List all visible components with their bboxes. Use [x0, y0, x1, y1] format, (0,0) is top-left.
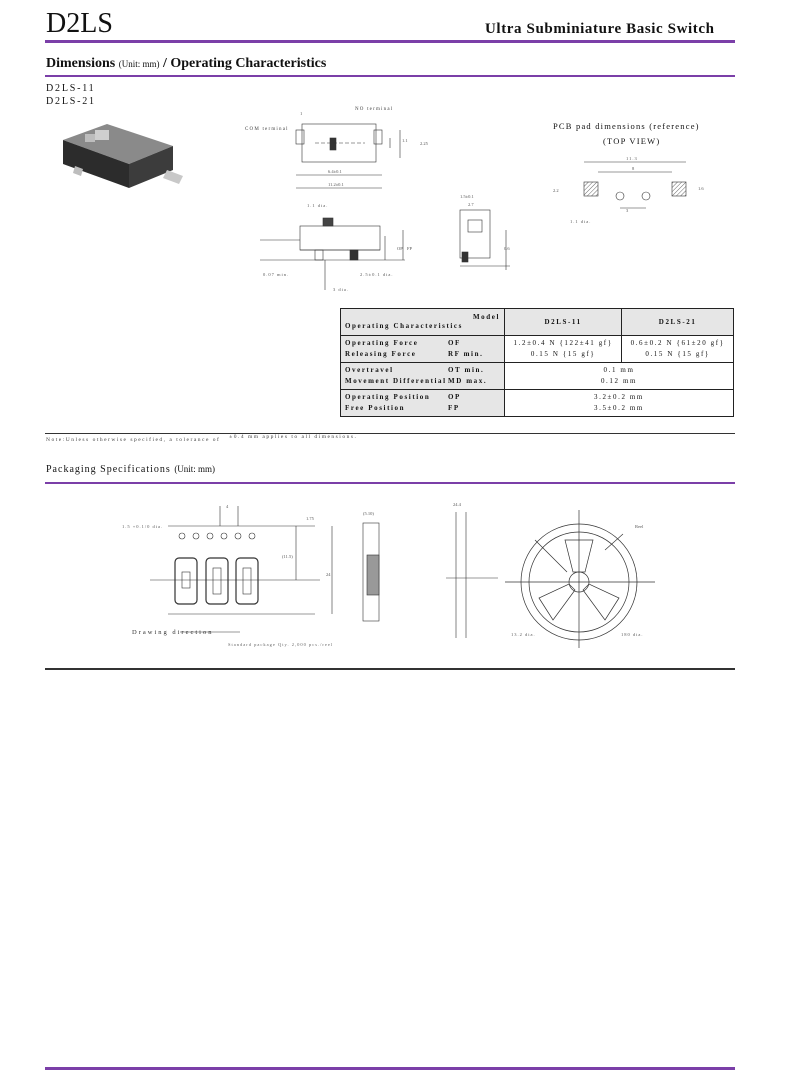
pcb-dim-8: 8: [632, 166, 635, 171]
dim-0-6: 0.6: [504, 246, 510, 251]
unit-label: (Unit: mm): [118, 59, 160, 69]
table-header-row: [341, 309, 734, 336]
label-operating-position: Operating Position: [345, 393, 431, 401]
tolerance-note: [46, 434, 358, 443]
value-of-d2ls-11: 1.2±0.4 N {122±41 gf}: [513, 339, 613, 347]
switch-end-drawing: [440, 190, 520, 275]
pcb-dim-1-1-dia: 1.1 dia.: [570, 219, 592, 224]
pcb-dim-11-3: 11.3: [626, 156, 638, 161]
abbr-op: OP: [448, 393, 461, 401]
table-row: [341, 390, 734, 417]
row-label-position: [341, 390, 505, 417]
drawing-direction-label: Drawing direction: [132, 629, 214, 636]
dim-1: 1: [300, 111, 303, 116]
product-title: Ultra Subminiature Basic Switch: [485, 21, 715, 37]
reel-label: Reel: [635, 524, 644, 529]
switch-side-drawing: [255, 198, 415, 296]
reel-diameter: 180 dia.: [621, 632, 644, 637]
value-md: 0.12 mm: [600, 377, 638, 385]
dim-1-1: 1.1: [402, 138, 408, 143]
note-rule: [45, 433, 735, 434]
dim-2-25: 2.25: [420, 141, 428, 146]
dim-3-dia: 3 dia.: [333, 287, 349, 292]
no-terminal-label: NO terminal: [355, 107, 394, 112]
reel-front-drawing: [505, 510, 675, 650]
pcb-dim-3: 3: [626, 208, 629, 213]
abbr-fp: FP: [448, 404, 460, 412]
label-overtravel: Overtravel: [345, 366, 394, 374]
value-d2ls-11-force: [505, 336, 622, 363]
operating-characteristics-label: / Operating Characteristics: [162, 56, 327, 71]
tape-dim-11-5: (11.5): [282, 554, 293, 559]
label-operating-force: Operating Force: [345, 339, 419, 347]
section2-rule: [45, 482, 735, 484]
packaging-bottom-rule: [45, 668, 735, 670]
label-releasing-force: Releasing Force: [345, 350, 417, 358]
footer-rule: [45, 1067, 735, 1070]
tape-profile-drawing: [355, 505, 395, 625]
model-d2ls-21: D2LS-21: [46, 96, 96, 107]
dim-2-7: 2.7: [468, 202, 474, 207]
dim-11-2: 11.2±0.1: [328, 182, 344, 187]
packaging-unit: (Unit: mm): [174, 464, 216, 474]
model-title: D2LS: [46, 8, 113, 39]
dim-6-4: 6.4±0.1: [328, 169, 342, 174]
col-header-d2ls-11: D2LS-11: [505, 309, 622, 336]
reel-side-drawing: [440, 498, 500, 643]
dim-0-07: 0.07 min.: [263, 272, 290, 277]
operating-characteristics-table: [340, 308, 734, 417]
section1-rule: [45, 75, 735, 77]
pcb-dim-1-6: 1.6: [698, 186, 704, 191]
abbr-ot: OT min.: [448, 366, 485, 374]
pcb-pad-drawing: [548, 150, 728, 230]
abbr-rf: RF min.: [448, 350, 484, 358]
com-terminal-label: COM terminal: [245, 127, 289, 132]
table-corner-header: [341, 309, 505, 336]
header-rule: [45, 40, 735, 43]
pcb-view: (TOP VIEW): [603, 136, 661, 146]
standard-qty-label: Standard package Qty. 2,000 pcs./reel: [228, 642, 334, 647]
label-free-position: Free Position: [345, 404, 406, 412]
value-rf-d2ls-11: 0.15 N {15 gf}: [530, 350, 596, 358]
dim-2-5-dia: 2.5±0.1 dia.: [360, 272, 394, 277]
packaging-label: Packaging Specifications: [46, 464, 171, 475]
dimensions-label: Dimensions: [46, 56, 116, 71]
abbr-of: OF: [448, 339, 461, 347]
row-label-force: [341, 336, 505, 363]
section-dimensions-heading: [46, 56, 326, 72]
dim-1-5: 1.5±0.1: [460, 194, 474, 199]
tolerance-note-part1: Note:Unless otherwise specified, a tolerance of: [46, 437, 221, 443]
model-header: Model: [472, 313, 500, 321]
switch-top-drawing: [240, 100, 440, 195]
value-position: [505, 390, 734, 417]
dim-1-1-dia: 1.1 dia.: [307, 203, 329, 208]
value-ot: 0.1 mm: [603, 366, 635, 374]
op-label: OP: [397, 246, 403, 251]
label-movement-differential: Movement Differential: [345, 377, 447, 385]
abbr-md: MD max.: [448, 377, 488, 385]
table-row: [341, 336, 734, 363]
value-rf-d2ls-21: 0.15 N {15 gf}: [645, 350, 710, 358]
tape-thickness: (5.10): [363, 511, 374, 516]
pcb-dim-2-2: 2.2: [553, 188, 559, 193]
pcb-title: PCB pad dimensions (reference): [553, 121, 700, 131]
tape-dim-1-75: 1.75: [306, 516, 314, 521]
col-header-d2ls-21: D2LS-21: [622, 309, 734, 336]
hub-diameter: 13.2 dia.: [511, 632, 536, 637]
tape-pitch: 4: [226, 504, 229, 509]
value-fp: 3.5±0.2 mm: [594, 404, 644, 412]
value-of-d2ls-21: 0.6±0.2 N {61±20 gf}: [630, 339, 725, 347]
characteristics-header: Operating Characteristics: [345, 322, 463, 330]
tape-width: 24: [326, 572, 331, 577]
tolerance-note-part2: ±0.4 mm applies to all dimensions.: [229, 434, 358, 440]
tape-hole-dia: 1.5 +0.1/0 dia.: [122, 524, 164, 529]
reel-width: 24.4: [453, 502, 461, 507]
value-op: 3.2±0.2 mm: [594, 393, 644, 401]
value-d2ls-21-force: [622, 336, 734, 363]
fp-label: FP: [407, 246, 413, 251]
table-row: [341, 363, 734, 390]
switch-product-photo: [55, 118, 190, 198]
row-label-travel: [341, 363, 505, 390]
model-d2ls-11: D2LS-11: [46, 83, 96, 94]
section-packaging-heading: [46, 464, 215, 475]
value-travel: [505, 363, 734, 390]
